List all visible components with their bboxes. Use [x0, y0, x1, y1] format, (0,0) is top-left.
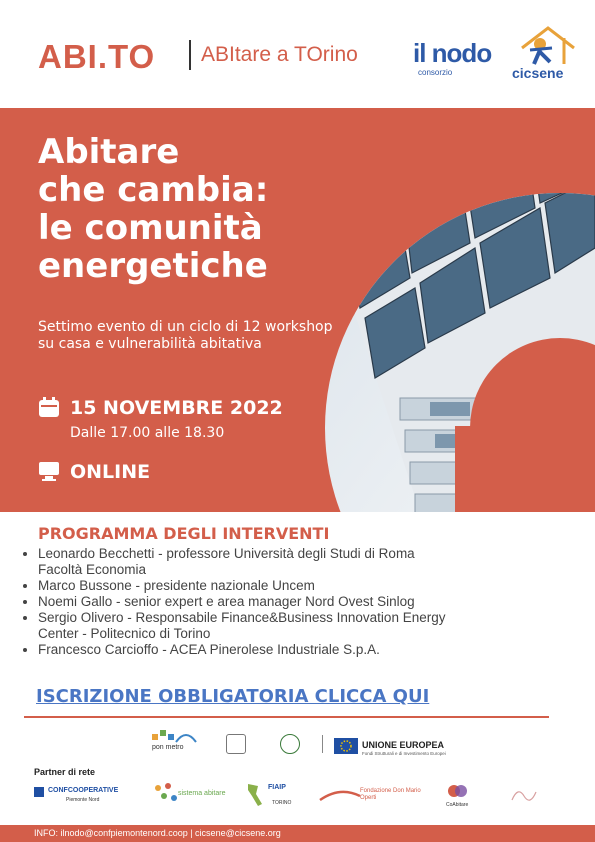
abito-logo — [38, 38, 155, 76]
partner-title: Partner di rete — [34, 767, 96, 777]
confcooperative-icon — [34, 787, 44, 797]
sistema-abitare-icon — [150, 780, 180, 808]
confcooperative-label: CONFCOOPERATIVE — [48, 787, 119, 794]
ilnodo-subtitle: consorzio — [418, 68, 453, 77]
eu-flag-icon — [334, 738, 358, 754]
repubblica-emblem-icon — [280, 734, 300, 754]
event-title — [38, 133, 368, 285]
ilnodo-logo: il nodo — [413, 38, 492, 68]
ue-label: UNIONE EUROPEA — [362, 740, 445, 750]
header-separator — [189, 40, 191, 70]
logo-text: ABI.TO — [38, 38, 156, 75]
event-date: 15 NOVEMBRE 2022 — [70, 397, 283, 419]
cicsene-logo: cicsene — [512, 65, 564, 81]
calendar-icon — [38, 396, 60, 418]
speaker-item: • Francesco Carcioffo - ACEA Pinerolese Industriale S.p.A. — [38, 642, 458, 658]
footer-contact[interactable]: INFO: ilnodo@confpiemontenord.coop | cicsene@cicsene.org — [34, 828, 281, 838]
italy-map-icon — [244, 782, 266, 810]
ue-sub: Fondi Strutturali e di Investimento Europei — [362, 751, 446, 756]
title-line: energetiche — [38, 246, 268, 286]
title-line: Abitare — [38, 132, 180, 172]
program-title: PROGRAMMA DEGLI INTERVENTI — [38, 524, 330, 543]
sistema-abitare-label: sistema abitare — [178, 790, 226, 797]
speaker-item: • Sergio Olivero - Responsabile Finance&Business Innovation Energy Center - Politecnico di Torino — [38, 610, 458, 642]
partner-script-logo — [508, 782, 542, 808]
divider — [24, 716, 549, 718]
registration-link[interactable]: ISCRIZIONE OBBLIGATORIA CLICCA QUI — [36, 686, 430, 707]
confcooperative-sub: Piemonte Nord — [66, 797, 100, 803]
fondazione-label: Fondazione Don Mario Operti — [360, 788, 421, 801]
header-tagline: ABItare a TOrino — [201, 43, 358, 66]
speaker-item: • Noemi Gallo - senior expert e area manager Nord Ovest Sinlog — [38, 594, 458, 610]
coabitare-label: CoAbitare — [446, 802, 469, 808]
event-time: Dalle 17.00 alle 18.30 — [70, 425, 225, 441]
title-line: le comunità — [38, 208, 263, 248]
fondazione-swoosh-icon — [318, 786, 362, 804]
fiaip-label: FIAIP — [268, 784, 286, 791]
speaker-list — [24, 546, 458, 658]
ponmetro-label: pon metro — [152, 744, 184, 751]
fiaip-sub: TORINO — [272, 800, 292, 806]
torino-crest-icon — [226, 734, 246, 754]
speaker-item: • Leonardo Becchetti - professore Università degli Studi di Roma Facoltà Economia — [38, 546, 458, 578]
coabitare-icon — [446, 782, 470, 800]
cicsene-house-icon — [518, 24, 580, 68]
computer-icon — [38, 460, 60, 482]
event-mode: ONLINE — [70, 461, 151, 483]
logo-separator — [322, 735, 323, 753]
event-subtitle: Settimo evento di un ciclo di 12 workshop su casa e vulnerabilità abitativa — [38, 319, 333, 352]
title-line: che cambia: — [38, 170, 269, 210]
speaker-item: • Marco Bussone - presidente nazionale Uncem — [38, 578, 458, 594]
